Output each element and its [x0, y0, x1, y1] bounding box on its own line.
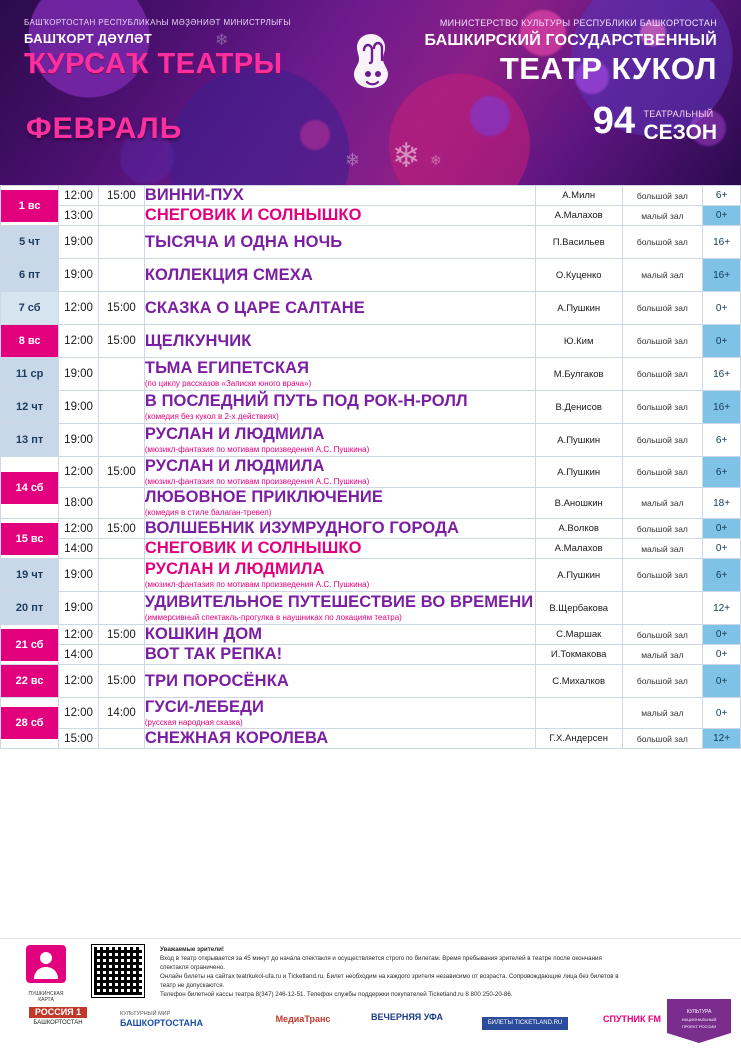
time-primary: 12:00 [59, 625, 99, 645]
show-title: СНЕГОВИК И СОЛНЫШКО [144, 539, 362, 557]
table-row [1, 698, 741, 729]
age-rating-badge: 12+ [703, 729, 741, 749]
time-primary: 12:00 [59, 519, 99, 539]
age-rating-badge: 16+ [703, 358, 741, 391]
age-rating-badge: 0+ [703, 539, 741, 559]
date-cell [1, 424, 59, 457]
date-cell [1, 358, 59, 391]
table-row [1, 539, 741, 559]
date-badge: 11 ср [1, 358, 58, 390]
theatre-russian-mid: БАШКИРСКИЙ ГОСУДАРСТВЕННЫЙ [424, 32, 717, 49]
time-secondary: 15:00 [98, 665, 144, 698]
table-row [1, 519, 741, 539]
show-title: ТЫСЯЧА И ОДНА НОЧЬ [144, 232, 343, 251]
time-secondary [98, 358, 144, 391]
table-row [1, 226, 741, 259]
show-title-cell[interactable] [144, 729, 535, 749]
notice-line-2: Онлайн билеты на сайтах teatrkukol-ufa.ru и Ticketland.ru. Билет необходим на каждого зрителя независимо от возраста. Сопровождающие лица без билетов в театр не допускаются. [160, 973, 619, 989]
show-author: А.Пушкин [535, 559, 622, 592]
snowflake-icon: ❄ [345, 150, 361, 170]
age-rating-badge: 6+ [703, 457, 741, 488]
time-secondary [98, 592, 144, 625]
date-badge: 22 вс [1, 665, 58, 697]
date-cell [1, 457, 59, 519]
schedule-table [0, 185, 741, 749]
notice-title: Уважаемые зрители! [160, 946, 224, 953]
show-author: Г.Х.Андерсен [535, 729, 622, 749]
show-title-cell[interactable] [144, 519, 535, 539]
show-title-cell[interactable] [144, 424, 535, 457]
date-badge: 7 сб [1, 292, 58, 324]
time-primary: 14:00 [59, 539, 99, 559]
show-hall: большой зал [622, 729, 703, 749]
time-secondary [98, 424, 144, 457]
show-author: В.Денисов [535, 391, 622, 424]
table-row [1, 292, 741, 325]
show-hall: большой зал [622, 457, 703, 488]
date-cell [1, 592, 59, 625]
show-subtitle: (иммерсивный спектакль-прогулка в наушниках по локациям театра) [144, 613, 402, 622]
partner-logo-kulturnyi-mir: КУЛЬТУРНЫЙ МИР БАШКОРТОСТАНА [120, 1011, 204, 1028]
date-cell [1, 391, 59, 424]
time-primary: 19:00 [59, 391, 99, 424]
show-author: С.Михалков [535, 665, 622, 698]
date-badge: 14 сб [1, 472, 58, 504]
date-cell [1, 519, 59, 559]
time-secondary [98, 226, 144, 259]
svg-text:ПРОЕКТ РОССИИ: ПРОЕКТ РОССИИ [681, 1024, 717, 1029]
date-cell [1, 698, 59, 749]
show-title: ТЬМА ЕГИПЕТСКАЯ [144, 359, 310, 377]
show-hall: большой зал [622, 292, 703, 325]
show-hall: большой зал [622, 226, 703, 259]
show-hall: большой зал [622, 559, 703, 592]
partner-logo-vechernyaya-ufa: ВЕЧЕРНЯЯ УФА [371, 1012, 443, 1022]
show-title-cell[interactable] [144, 665, 535, 698]
show-subtitle: (русская народная сказка) [144, 718, 243, 727]
time-secondary: 15:00 [98, 292, 144, 325]
show-title-cell[interactable] [144, 226, 535, 259]
time-secondary [98, 488, 144, 519]
time-secondary [98, 645, 144, 665]
show-title: РУСЛАН И ЛЮДМИЛА [144, 425, 325, 443]
show-title: ВОЛШЕБНИК ИЗУМРУДНОГО ГОРОДА [144, 519, 459, 537]
date-badge: 12 чт [1, 391, 58, 423]
snowflake-icon: ❄ [392, 137, 421, 175]
table-row [1, 325, 741, 358]
poster-footer [0, 938, 741, 1049]
show-subtitle: (комедия в стиле балаган-тревел) [144, 508, 272, 517]
show-title-cell[interactable] [144, 457, 535, 488]
age-rating-badge: 0+ [703, 292, 741, 325]
snowflake-icon: ❄ [430, 152, 442, 168]
show-title: В ПОСЛЕДНИЙ ПУТЬ ПОД РОК-Н-РОЛЛ [144, 392, 468, 410]
show-author: А.Пушкин [535, 457, 622, 488]
national-project-ribbon [667, 999, 731, 1043]
show-subtitle: (мюзикл-фантазия по мотивам произведения А.С. Пушкина) [144, 445, 370, 454]
show-subtitle: (мюзикл-фантазия по мотивам произведения А.С. Пушкина) [144, 580, 370, 589]
season-badge [592, 100, 717, 144]
show-title: ВИННИ-ПУХ [144, 186, 244, 204]
ministry-russian-label: МИНИСТЕРСТВО КУЛЬТУРЫ РЕСПУБЛИКИ БАШКОРТОСТАН [439, 18, 717, 28]
date-badge: 13 пт [1, 424, 58, 456]
show-subtitle: (по циклу рассказов «Записки юного врача») [144, 379, 312, 388]
notice-line-3: Телефон билетной кассы театра 8(347) 246-12-51. Телефон службы поддержки покупателей Ticketland.ru 8 800 250-20-86. [160, 991, 513, 998]
age-rating-badge: 6+ [703, 186, 741, 206]
show-hall: большой зал [622, 186, 703, 206]
show-author: М.Булгаков [535, 358, 622, 391]
theatre-bashkir-mid: БАШҠОРТ ДӘҮЛӘТ [24, 31, 152, 46]
show-title: РУСЛАН И ЛЮДМИЛА [144, 560, 325, 578]
show-title-cell[interactable] [144, 186, 535, 206]
show-author: И.Токмакова [535, 645, 622, 665]
header-left-block [24, 18, 291, 81]
time-primary: 19:00 [59, 592, 99, 625]
poster-header [0, 0, 741, 185]
table-row [1, 625, 741, 645]
show-author: А.Пушкин [535, 424, 622, 457]
partner-logo-sputnik-fm: СПУТНИК FM [602, 1014, 662, 1024]
age-rating-badge: 12+ [703, 592, 741, 625]
show-hall: малый зал [622, 698, 703, 729]
date-badge: 5 чт [1, 226, 58, 258]
show-title: РУСЛАН И ЛЮДМИЛА [144, 457, 325, 475]
partner-logo-ticketland: БИЛЕТЫ TICKETLAND.RU [470, 1017, 580, 1030]
show-title: КОШКИН ДОМ [144, 625, 263, 643]
time-primary: 18:00 [59, 488, 99, 519]
partner-logo-mediatrans: МедиаТранс [275, 1014, 331, 1024]
show-author: В.Аношкин [535, 488, 622, 519]
show-title: УДИВИТЕЛЬНОЕ ПУТЕШЕСТВИЕ ВО ВРЕМЕНИ [144, 593, 534, 611]
table-row [1, 424, 741, 457]
table-row [1, 488, 741, 519]
bokeh-light [470, 96, 510, 136]
time-primary: 19:00 [59, 358, 99, 391]
show-title-cell[interactable] [144, 539, 535, 559]
time-secondary [98, 391, 144, 424]
bokeh-light [300, 120, 330, 150]
svg-text:КУЛЬТУРА: КУЛЬТУРА [686, 1009, 712, 1015]
header-right-block [425, 18, 717, 87]
date-badge: 20 пт [1, 592, 58, 624]
show-hall: большой зал [622, 358, 703, 391]
table-row [1, 729, 741, 749]
date-badge: 8 вс [1, 325, 58, 357]
age-rating-badge: 0+ [703, 665, 741, 698]
age-rating-badge: 0+ [703, 206, 741, 226]
show-title-cell[interactable] [144, 698, 535, 729]
age-rating-badge: 18+ [703, 488, 741, 519]
age-rating-badge: 16+ [703, 391, 741, 424]
qr-code[interactable] [92, 945, 144, 997]
date-badge: 28 сб [1, 707, 58, 739]
show-subtitle: (комедия без кукол в 2-х действиях) [144, 412, 279, 421]
date-cell [1, 259, 59, 292]
age-rating-badge: 16+ [703, 259, 741, 292]
time-primary: 19:00 [59, 559, 99, 592]
show-title: СКАЗКА О ЦАРЕ САЛТАНЕ [144, 298, 365, 317]
show-author: С.Маршак [535, 625, 622, 645]
show-hall: малый зал [622, 645, 703, 665]
date-cell [1, 226, 59, 259]
age-rating-badge: 6+ [703, 424, 741, 457]
time-primary: 12:00 [59, 292, 99, 325]
time-primary: 12:00 [59, 665, 99, 698]
theatre-logo-icon [341, 30, 401, 94]
show-author: О.Куценко [535, 259, 622, 292]
show-title: КОЛЛЕКЦИЯ СМЕХА [144, 265, 313, 284]
show-title-cell[interactable] [144, 206, 535, 226]
time-primary: 12:00 [59, 325, 99, 358]
date-cell [1, 665, 59, 698]
age-rating-badge: 6+ [703, 559, 741, 592]
show-title: СНЕГОВИК И СОЛНЫШКО [144, 206, 362, 224]
show-title: ТРИ ПОРОСЁНКА [144, 671, 289, 690]
show-hall: малый зал [622, 206, 703, 226]
time-primary: 15:00 [59, 729, 99, 749]
date-cell [1, 292, 59, 325]
snowflake-icon: ❄ [215, 32, 229, 49]
season-word-top: ТЕАТРАЛЬНЫЙ [643, 109, 714, 119]
notice-line-1: Вход в театр открывается за 45 минут до начала спектакля и осуществляется строго по билетам. Время пребывания зрителей в театре после окончания спектакля ограничено. [160, 955, 602, 971]
table-row [1, 457, 741, 488]
time-secondary: 15:00 [98, 519, 144, 539]
show-title-cell[interactable] [144, 625, 535, 645]
show-title-cell[interactable] [144, 592, 535, 625]
date-badge: 6 пт [1, 259, 58, 291]
month-title: ФЕВРАЛЬ [26, 112, 183, 145]
show-title: ЩЕЛКУНЧИК [144, 331, 252, 350]
date-cell [1, 186, 59, 226]
partners-strip [0, 1005, 741, 1043]
time-secondary: 15:00 [98, 457, 144, 488]
show-author: А.Малахов [535, 206, 622, 226]
show-author [535, 698, 622, 729]
theatre-russian-title: ТЕАТР КУКОЛ [499, 51, 717, 86]
show-title: ВОТ ТАК РЕПКА! [144, 645, 283, 663]
show-hall [622, 592, 703, 625]
age-rating-badge: 0+ [703, 645, 741, 665]
show-author: А.Милн [535, 186, 622, 206]
date-badge: 21 сб [1, 629, 58, 661]
time-primary: 19:00 [59, 226, 99, 259]
table-row [1, 259, 741, 292]
theatre-bashkir-title: ҠУРСАҠ ТЕАТРЫ [24, 48, 283, 80]
time-secondary: 15:00 [98, 186, 144, 206]
ministry-bashkir-label: БАШҠОРТОСТАН РЕСПУБЛИКАҺЫ МӘҘӘНИӘТ МИНИСТРЛЫҒЫ [24, 18, 291, 27]
time-secondary [98, 729, 144, 749]
time-primary: 14:00 [59, 645, 99, 665]
time-secondary: 14:00 [98, 698, 144, 729]
show-author: В.Щербакова [535, 592, 622, 625]
show-title-cell[interactable] [144, 559, 535, 592]
show-author: А.Пушкин [535, 292, 622, 325]
footer-notice [160, 945, 630, 999]
partner-logo-rossiya1: РОССИЯ 1 БАШКОРТОСТАН [18, 1007, 98, 1028]
age-rating-badge: 0+ [703, 519, 741, 539]
time-primary: 13:00 [59, 206, 99, 226]
date-badge: 1 вс [1, 190, 58, 222]
show-hall: большой зал [622, 519, 703, 539]
time-secondary [98, 559, 144, 592]
time-primary: 12:00 [59, 186, 99, 206]
date-cell [1, 625, 59, 665]
table-row [1, 559, 741, 592]
date-badge: 15 вс [1, 523, 58, 555]
show-title-cell[interactable] [144, 325, 535, 358]
show-title-cell[interactable] [144, 292, 535, 325]
show-title: ЛЮБОВНОЕ ПРИКЛЮЧЕНИЕ [144, 488, 383, 506]
show-author: А.Волков [535, 519, 622, 539]
table-row [1, 358, 741, 391]
time-primary: 19:00 [59, 259, 99, 292]
show-hall: большой зал [622, 665, 703, 698]
time-secondary [98, 539, 144, 559]
show-hall: малый зал [622, 488, 703, 519]
show-author: П.Васильев [535, 226, 622, 259]
table-row [1, 645, 741, 665]
age-rating-badge: 16+ [703, 226, 741, 259]
date-cell [1, 559, 59, 592]
time-primary: 19:00 [59, 424, 99, 457]
age-rating-badge: 0+ [703, 325, 741, 358]
show-hall: малый зал [622, 539, 703, 559]
show-title: ГУСИ-ЛЕБЕДИ [144, 698, 264, 716]
show-title: СНЕЖНАЯ КОРОЛЕВА [144, 729, 329, 747]
time-secondary: 15:00 [98, 625, 144, 645]
date-cell [1, 325, 59, 358]
time-secondary [98, 206, 144, 226]
show-author: А.Малахов [535, 539, 622, 559]
table-row [1, 665, 741, 698]
show-author: Ю.Ким [535, 325, 622, 358]
season-number: 94 [592, 100, 635, 142]
show-title-cell[interactable] [144, 488, 535, 519]
pushkin-card-label: ПУШКИНСКАЯ КАРТА [28, 991, 64, 1003]
date-badge: 19 чт [1, 559, 58, 591]
show-hall: большой зал [622, 325, 703, 358]
show-title-cell[interactable] [144, 358, 535, 391]
table-row [1, 206, 741, 226]
age-rating-badge: 0+ [703, 625, 741, 645]
show-hall: малый зал [622, 259, 703, 292]
show-hall: большой зал [622, 391, 703, 424]
show-hall: большой зал [622, 424, 703, 457]
time-secondary [98, 259, 144, 292]
age-rating-badge: 0+ [703, 698, 741, 729]
svg-text:НАЦИОНАЛЬНЫЙ: НАЦИОНАЛЬНЫЙ [681, 1017, 717, 1022]
season-word-main: СЕЗОН [643, 121, 717, 144]
table-row [1, 186, 741, 206]
time-primary: 12:00 [59, 698, 99, 729]
table-row [1, 592, 741, 625]
time-secondary: 15:00 [98, 325, 144, 358]
pushkin-card-logo [24, 943, 68, 1003]
time-primary: 12:00 [59, 457, 99, 488]
show-subtitle: (мюзикл-фантазия по мотивам произведения А.С. Пушкина) [144, 477, 370, 486]
table-row [1, 391, 741, 424]
show-title-cell[interactable] [144, 645, 535, 665]
show-title-cell[interactable] [144, 259, 535, 292]
show-hall: большой зал [622, 625, 703, 645]
show-title-cell[interactable] [144, 391, 535, 424]
